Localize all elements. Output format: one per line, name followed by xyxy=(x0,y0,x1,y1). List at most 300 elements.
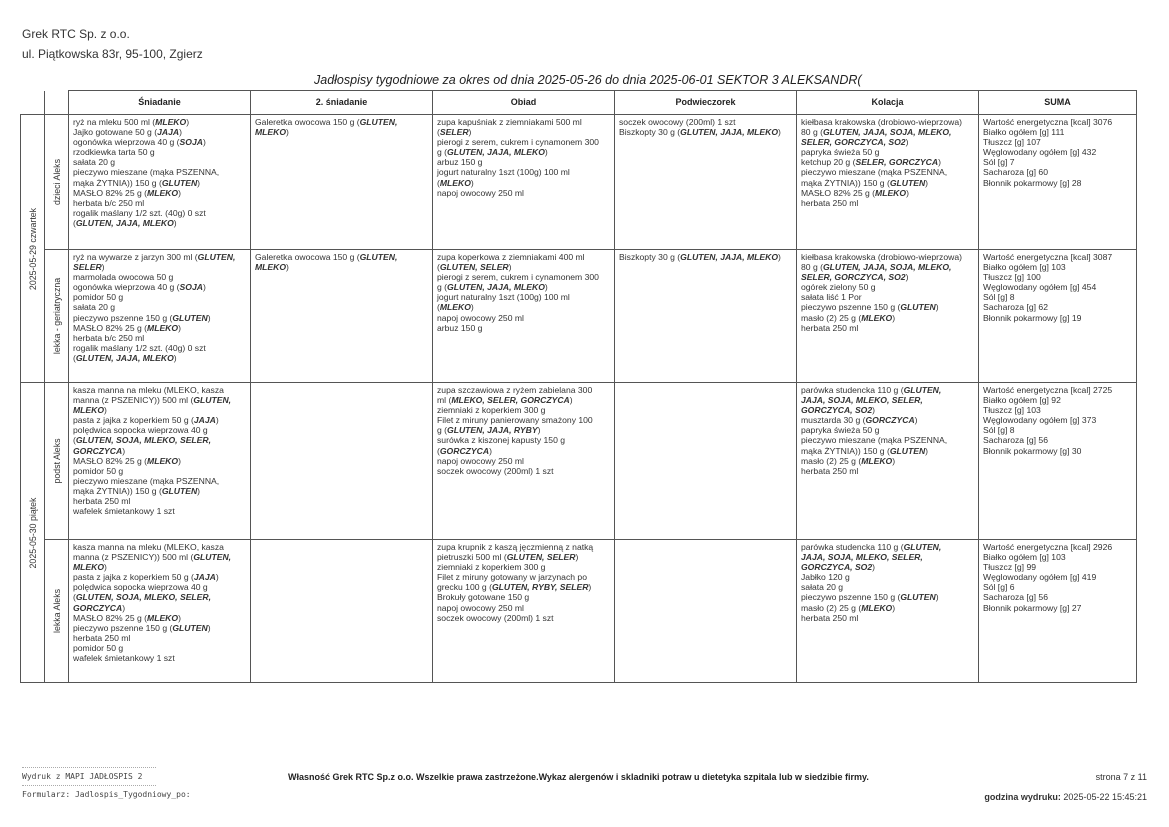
dish-line xyxy=(801,147,974,157)
day-date-cell xyxy=(21,383,45,683)
allergen-text: MLEKO xyxy=(439,177,471,188)
printout-source: Wydruk z MAPI JADŁOSPIS 2 xyxy=(22,772,143,781)
nutrition-line xyxy=(983,252,1132,262)
header-second-breakfast: 2. śniadanie xyxy=(251,91,433,115)
dish-text: ) xyxy=(925,177,929,188)
allergen-text: MLEKO xyxy=(875,187,907,198)
dish-line xyxy=(73,552,246,562)
allergen-text: GLUTEN xyxy=(900,302,936,313)
sum-cell xyxy=(979,250,1137,383)
dish-text: marmolada owocowa 50 g xyxy=(73,272,174,283)
dish-text: ) xyxy=(905,272,909,283)
dish-text: ) xyxy=(925,445,929,456)
dish-text: herbata b/c 250 ml xyxy=(73,332,145,343)
dish-text: Błonnik pokarmowy [g] 19 xyxy=(983,312,1082,323)
dish-text: pieczywo pszenne 150 g ( xyxy=(801,302,901,313)
allergen-text: GLUTEN, JAJA, MLEKO xyxy=(75,217,174,228)
allergen-text: MLEKO, SELER, GORCZYCA xyxy=(451,395,570,406)
allergen-text: GLUTEN xyxy=(889,445,926,456)
dish-line xyxy=(437,272,610,282)
dish-line xyxy=(437,385,610,395)
dish-line xyxy=(73,572,246,582)
dinner-cell xyxy=(797,115,979,250)
allergen-text: GLUTEN xyxy=(161,177,198,188)
dish-line xyxy=(619,117,792,127)
diet-name: lekka - geriatryczna xyxy=(51,277,62,355)
dish-text: ( xyxy=(73,352,76,363)
dish-text: ) xyxy=(892,602,896,613)
footer-dotted-line xyxy=(22,785,156,786)
allergen-text: SELER xyxy=(73,262,102,273)
afternoon-snack-cell xyxy=(615,250,797,383)
dish-line xyxy=(437,178,610,188)
dish-text: mąka ŻYTNIA)) 150 g ( xyxy=(73,177,162,188)
dish-line xyxy=(73,603,246,613)
dish-text: arbuz 150 g xyxy=(437,322,483,333)
dish-text: MASŁO 82% 25 g ( xyxy=(73,187,148,198)
dish-text: Błonnik pokarmowy [g] 30 xyxy=(983,445,1082,456)
dish-line xyxy=(619,127,792,137)
dish-text: Sól [g] 8 xyxy=(983,292,1015,303)
dish-text: napoj owocowy 250 ml xyxy=(437,455,524,466)
dish-line xyxy=(437,262,610,272)
dish-line xyxy=(437,592,610,602)
dish-text: g ( xyxy=(437,282,448,293)
dish-line xyxy=(801,302,974,312)
dish-line xyxy=(255,117,428,127)
allergen-text: GLUTEN, SELER xyxy=(506,552,576,563)
dish-line xyxy=(801,167,974,177)
dish-text: ( xyxy=(437,302,440,313)
dish-text: polędwica sopocka wieprzowa 40 g xyxy=(73,425,208,436)
dish-text: jogurt naturalny 1szt (100g) 100 ml xyxy=(437,167,570,178)
allergen-text: MLEKO xyxy=(147,612,179,623)
dish-text: herbata 250 ml xyxy=(801,612,859,623)
dish-text: Sól [g] 8 xyxy=(983,425,1015,436)
dish-text: ) xyxy=(544,147,548,158)
allergen-text: JAJA, SOJA, MLEKO, SELER, xyxy=(801,552,923,563)
dish-text: grecku 100 g ( xyxy=(437,582,492,593)
dish-text: ogonówka wieprzowa 40 g ( xyxy=(73,282,180,293)
header-sum: SUMA xyxy=(979,91,1137,115)
dish-text: ) xyxy=(122,445,126,456)
diet-name-cell xyxy=(45,540,69,683)
dish-line xyxy=(801,456,974,466)
dish-text: Wartość energetyczna [kcal] 2725 xyxy=(983,385,1113,395)
nutrition-line xyxy=(983,425,1132,435)
dish-text: herbata 250 ml xyxy=(801,197,859,208)
dish-text: kasza manna na mleku (MLEKO, kasza xyxy=(73,542,224,552)
dish-text: Sacharoza [g] 60 xyxy=(983,167,1048,178)
dish-line xyxy=(255,262,428,272)
nutrition-line xyxy=(983,582,1132,592)
allergen-text: GORCZYCA, SO2 xyxy=(801,405,873,416)
dish-line xyxy=(801,282,974,292)
dish-line xyxy=(73,262,246,272)
dish-text: zupa koperkowa z ziemniakami 400 ml xyxy=(437,252,585,262)
allergen-text: MLEKO xyxy=(73,562,105,573)
dish-text: Tłuszcz [g] 99 xyxy=(983,562,1037,573)
dish-line xyxy=(437,542,610,552)
dish-text: ogórek zielony 50 g xyxy=(801,282,876,293)
dish-text: 80 g ( xyxy=(801,127,823,138)
dish-line xyxy=(73,178,246,188)
dish-line xyxy=(801,313,974,323)
diet-name: dzieci Aleks xyxy=(51,159,62,205)
dish-line xyxy=(801,323,974,333)
dish-text: ) xyxy=(207,312,211,323)
dish-line xyxy=(437,292,610,302)
dish-line xyxy=(437,252,610,262)
dish-text: Węglowodany ogółem [g] 454 xyxy=(983,282,1097,293)
dish-text: Tłuszcz [g] 100 xyxy=(983,272,1041,283)
allergen-text: GLUTEN, xyxy=(197,252,236,262)
sum-cell xyxy=(979,540,1137,683)
dish-text: ) xyxy=(892,455,896,466)
nutrition-line xyxy=(983,127,1132,137)
lunch-cell xyxy=(433,540,615,683)
dish-line xyxy=(801,272,974,282)
dish-line xyxy=(73,282,246,292)
dish-line xyxy=(73,313,246,323)
dish-text: soczek owocowy (200ml) 1 szt xyxy=(619,117,736,127)
dish-text: ) xyxy=(778,127,781,138)
dish-line xyxy=(801,542,974,552)
allergen-text: MLEKO xyxy=(439,302,471,313)
dish-text: Brokuły gotowane 150 g xyxy=(437,592,530,603)
dish-text: Tłuszcz [g] 107 xyxy=(983,137,1041,148)
dish-line xyxy=(437,117,610,127)
dish-text: ziemniaki z koperkiem 300 g xyxy=(437,562,546,573)
header-blank-diet xyxy=(45,91,69,115)
allergen-text: SELER xyxy=(439,127,469,138)
header-blank-date xyxy=(21,91,45,115)
allergen-text: GLUTEN, JAJA, MLEKO xyxy=(680,127,779,138)
sum-cell xyxy=(979,115,1137,250)
dish-line xyxy=(73,323,246,333)
dish-text: napoj owocowy 250 ml xyxy=(437,312,524,323)
nutrition-line xyxy=(983,262,1132,272)
allergen-text: GORCZYCA xyxy=(73,602,123,613)
print-time xyxy=(984,792,1147,802)
dish-line xyxy=(437,446,610,456)
dish-text: ) xyxy=(207,622,211,633)
dinner-cell xyxy=(797,540,979,683)
dish-text: pieczywo pszenne 150 g ( xyxy=(73,312,173,323)
dish-line xyxy=(73,198,246,208)
dish-text: herbata 250 ml xyxy=(73,632,131,643)
print-time-value: 2025-05-22 15:45:21 xyxy=(1063,792,1147,802)
dish-text: rogalik maślany 1/2 szt. (40g) 0 szt xyxy=(73,207,206,218)
dish-text: Biszkopty 30 g ( xyxy=(619,252,681,262)
allergen-text: GLUTEN, JAJA, MLEKO xyxy=(680,252,779,262)
nutrition-line xyxy=(983,157,1132,167)
dish-text: pieczywo mieszane (mąka PSZENNA, xyxy=(801,167,948,178)
dish-text: sałata liść 1 Por xyxy=(801,292,862,303)
dish-line xyxy=(73,582,246,592)
allergen-text: SELER, GORCZYCA, SO2 xyxy=(801,272,906,283)
dish-text: pieczywo mieszane (mąka PSZENNA, xyxy=(73,167,220,178)
dish-line xyxy=(619,252,792,262)
dish-line xyxy=(73,623,246,633)
dish-text: sałata 20 g xyxy=(73,302,116,313)
document-title: Jadłospisy tygodniowe za okres od dnia 2025-05-26 do dnia 2025-06-01 SEKTOR 3 ALEKSANDR( xyxy=(314,73,862,87)
allergen-text: MLEKO xyxy=(147,322,179,333)
page-number: strona 7 z 11 xyxy=(1095,772,1147,782)
dish-text: Wartość energetyczna [kcal] 3076 xyxy=(983,117,1113,127)
lunch-cell xyxy=(433,383,615,540)
dish-line xyxy=(801,395,974,405)
dish-line xyxy=(801,198,974,208)
dish-text: pieczywo pszenne 150 g ( xyxy=(801,592,901,603)
allergen-text: GLUTEN, JAJA, RYBY xyxy=(447,425,538,436)
dish-text: Biszkopty 30 g ( xyxy=(619,127,681,138)
dish-line xyxy=(73,542,246,552)
allergen-text: JAJA xyxy=(157,127,180,138)
allergen-text: GLUTEN xyxy=(889,177,926,188)
allergen-text: GLUTEN, JAJA, MLEKO xyxy=(447,282,545,293)
dish-text: ) xyxy=(178,322,181,333)
dish-text: mąka ŻYTNIA)) 150 g ( xyxy=(801,445,890,456)
nutrition-line xyxy=(983,405,1132,415)
dish-text: ) xyxy=(286,262,289,273)
dish-text: napoj owocowy 250 ml xyxy=(437,187,524,198)
day-date-cell xyxy=(21,115,45,383)
dish-text: ) xyxy=(905,137,909,148)
breakfast-cell xyxy=(69,540,251,683)
dish-line xyxy=(801,188,974,198)
company-block xyxy=(22,24,203,64)
allergen-text: MLEKO xyxy=(155,117,187,127)
dish-text: ) xyxy=(872,405,876,416)
dish-line xyxy=(801,385,974,395)
dish-text: soczek owocowy (200ml) 1 szt xyxy=(437,612,554,623)
nutrition-line xyxy=(983,272,1132,282)
allergen-text: GLUTEN, JAJA, SOJA, MLEKO, xyxy=(822,262,952,273)
second-breakfast-cell xyxy=(251,250,433,383)
day-date: 2025-05-29 czwartek xyxy=(27,207,38,290)
dish-text: ) xyxy=(215,572,219,583)
dish-text: pomidor 50 g xyxy=(73,292,124,303)
dish-text: ) xyxy=(286,127,289,138)
dish-line xyxy=(437,552,610,562)
dish-text: ) xyxy=(173,352,177,363)
dish-text: manna (z PSZENICY)) 500 ml ( xyxy=(73,552,194,563)
allergen-text: MLEKO xyxy=(73,405,105,416)
dish-line xyxy=(801,446,974,456)
dish-text: pomidor 50 g xyxy=(73,465,124,476)
allergen-text: SOJA xyxy=(179,137,203,148)
dish-text: ziemniaki z koperkiem 300 g xyxy=(437,405,546,416)
dish-text: ( xyxy=(73,217,76,228)
allergen-text: GLUTEN, SOJA, MLEKO, SELER, xyxy=(75,592,211,603)
dish-text: kiełbasa krakowska (drobiowo-wieprzowa) xyxy=(801,117,962,127)
dish-text: ) xyxy=(470,302,474,313)
dish-line xyxy=(437,456,610,466)
dish-line xyxy=(73,415,246,425)
ownership-notice: Własność Grek RTC Sp.z o.o. Wszelkie prawa zastrzeżone.Wykaz alergenów i skladniki potraw u dietetyka szpitala lub w siedzibie firmy. xyxy=(288,772,869,782)
nutrition-line xyxy=(983,552,1132,562)
nutrition-line xyxy=(983,137,1132,147)
nutrition-line xyxy=(983,572,1132,582)
allergen-text: GLUTEN, JAJA, SOJA, MLEKO, xyxy=(822,127,952,138)
dish-line xyxy=(437,582,610,592)
dish-line xyxy=(801,117,974,127)
dish-text: g ( xyxy=(437,425,448,436)
dish-text: ) xyxy=(778,252,781,262)
nutrition-line xyxy=(983,117,1132,127)
dish-line xyxy=(73,496,246,506)
dish-line xyxy=(73,157,246,167)
dish-text: pasta z jajka z koperkiem 50 g ( xyxy=(73,415,194,426)
dish-line xyxy=(801,603,974,613)
dish-text: ( xyxy=(73,435,76,446)
dish-line xyxy=(801,552,974,562)
dish-line xyxy=(73,446,246,456)
allergen-text: MLEKO xyxy=(861,602,893,613)
dish-line xyxy=(801,127,974,137)
menu-row xyxy=(21,115,1137,250)
nutrition-line xyxy=(983,282,1132,292)
dish-line xyxy=(255,252,428,262)
dish-line xyxy=(73,466,246,476)
allergen-text: GLUTEN, SOJA, MLEKO, SELER, xyxy=(75,435,211,446)
second-breakfast-cell xyxy=(251,115,433,250)
dish-text: wafelek śmietankowy 1 szt xyxy=(73,653,175,664)
breakfast-cell xyxy=(69,250,251,383)
allergen-text: JAJA xyxy=(193,415,216,426)
allergen-text: GLUTEN, SELER xyxy=(439,262,509,273)
dish-line xyxy=(801,592,974,602)
diet-name-cell xyxy=(45,383,69,540)
dish-line xyxy=(73,147,246,157)
afternoon-snack-cell xyxy=(615,540,797,683)
dish-line xyxy=(437,137,610,147)
allergen-text: SOJA xyxy=(179,282,203,293)
afternoon-snack-cell xyxy=(615,115,797,250)
dish-line xyxy=(437,425,610,435)
allergen-text: MLEKO xyxy=(255,127,287,138)
header-dinner: Kolacja xyxy=(797,91,979,115)
dish-line xyxy=(73,643,246,653)
dish-text: Błonnik pokarmowy [g] 27 xyxy=(983,602,1082,613)
dish-text: ) xyxy=(104,562,107,573)
menu-row xyxy=(21,383,1137,540)
dish-text: ) xyxy=(872,562,876,573)
header-afternoon-snack: Podwieczorek xyxy=(615,91,797,115)
dish-text: herbata 250 ml xyxy=(73,496,131,507)
form-name: Formularz: Jadlospis_Tygodniowy_po: xyxy=(22,790,191,799)
dish-text: masło (2) 25 g ( xyxy=(801,312,862,323)
allergen-text: MLEKO xyxy=(255,262,287,273)
dish-text: herbata 250 ml xyxy=(801,465,859,476)
allergen-text: GLUTEN, xyxy=(193,395,232,406)
allergen-text: GLUTEN xyxy=(172,312,208,323)
dish-line xyxy=(73,117,246,127)
dish-text: Białko ogółem [g] 103 xyxy=(983,552,1066,563)
nutrition-line xyxy=(983,302,1132,312)
breakfast-cell xyxy=(69,115,251,250)
allergen-text: GLUTEN, xyxy=(359,252,398,262)
allergen-text: GLUTEN, JAJA, MLEKO xyxy=(447,147,545,158)
dish-line xyxy=(801,405,974,415)
nutrition-line xyxy=(983,446,1132,456)
nutrition-line xyxy=(983,542,1132,552)
nutrition-line xyxy=(983,147,1132,157)
dish-text: ) xyxy=(186,117,190,127)
allergen-text: GLUTEN, xyxy=(359,117,398,127)
dish-text: ( xyxy=(437,445,440,456)
dish-line xyxy=(801,137,974,147)
allergen-text: GORCZYCA xyxy=(439,445,490,456)
dish-line xyxy=(437,147,610,157)
dish-line xyxy=(73,653,246,663)
dish-line xyxy=(73,292,246,302)
dish-text: pasta z jajka z koperkiem 50 g ( xyxy=(73,572,194,583)
dish-line xyxy=(801,435,974,445)
dish-line xyxy=(73,208,246,218)
dish-line xyxy=(73,395,246,405)
dish-text: ) xyxy=(173,217,177,228)
dish-line xyxy=(801,178,974,188)
dish-text: herbata b/c 250 ml xyxy=(73,197,145,208)
allergen-text: GLUTEN, xyxy=(903,542,942,552)
dish-line xyxy=(801,415,974,425)
nutrition-line xyxy=(983,178,1132,188)
dish-text: 80 g ( xyxy=(801,262,823,273)
dish-line xyxy=(73,252,246,262)
lunch-cell xyxy=(433,250,615,383)
dish-text: Węglowodany ogółem [g] 419 xyxy=(983,572,1097,583)
dish-line xyxy=(73,486,246,496)
dish-line xyxy=(73,592,246,602)
dish-line xyxy=(801,292,974,302)
dish-line xyxy=(73,137,246,147)
dinner-cell xyxy=(797,250,979,383)
dish-text: Węglowodany ogółem [g] 373 xyxy=(983,415,1097,426)
dish-text: ( xyxy=(73,592,76,603)
dish-line xyxy=(437,167,610,177)
dish-text: ogonówka wieprzowa 40 g ( xyxy=(73,137,180,148)
dish-line xyxy=(73,633,246,643)
dish-text: Filet z miruny gotowany w jarzynach po xyxy=(437,572,587,583)
dish-line xyxy=(437,435,610,445)
dish-line xyxy=(73,476,246,486)
allergen-text: MLEKO xyxy=(147,455,179,466)
dish-text: zupa kapuśniak z ziemniakami 500 ml xyxy=(437,117,582,127)
dish-line xyxy=(73,435,246,445)
dish-text: Galeretka owocowa 150 g ( xyxy=(255,252,360,262)
dish-text: ) xyxy=(544,282,548,293)
dish-text: ) xyxy=(197,177,201,188)
dish-line xyxy=(73,613,246,623)
dish-text: Białko ogółem [g] 103 xyxy=(983,262,1066,273)
dish-text: ) xyxy=(470,177,474,188)
dish-line xyxy=(73,343,246,353)
dish-line xyxy=(437,188,610,198)
dish-line xyxy=(801,613,974,623)
allergen-text: SELER, GORCZYCA, SO2 xyxy=(801,137,906,148)
dish-text: Białko ogółem [g] 111 xyxy=(983,127,1065,138)
dish-line xyxy=(437,282,610,292)
dish-line xyxy=(73,456,246,466)
dish-text: soczek owocowy (200ml) 1 szt xyxy=(437,465,554,476)
dish-line xyxy=(437,313,610,323)
dish-text: musztarda 30 g ( xyxy=(801,415,866,426)
breakfast-cell xyxy=(69,383,251,540)
dish-text: ( xyxy=(437,127,440,138)
footer-dotted-line xyxy=(22,767,156,768)
